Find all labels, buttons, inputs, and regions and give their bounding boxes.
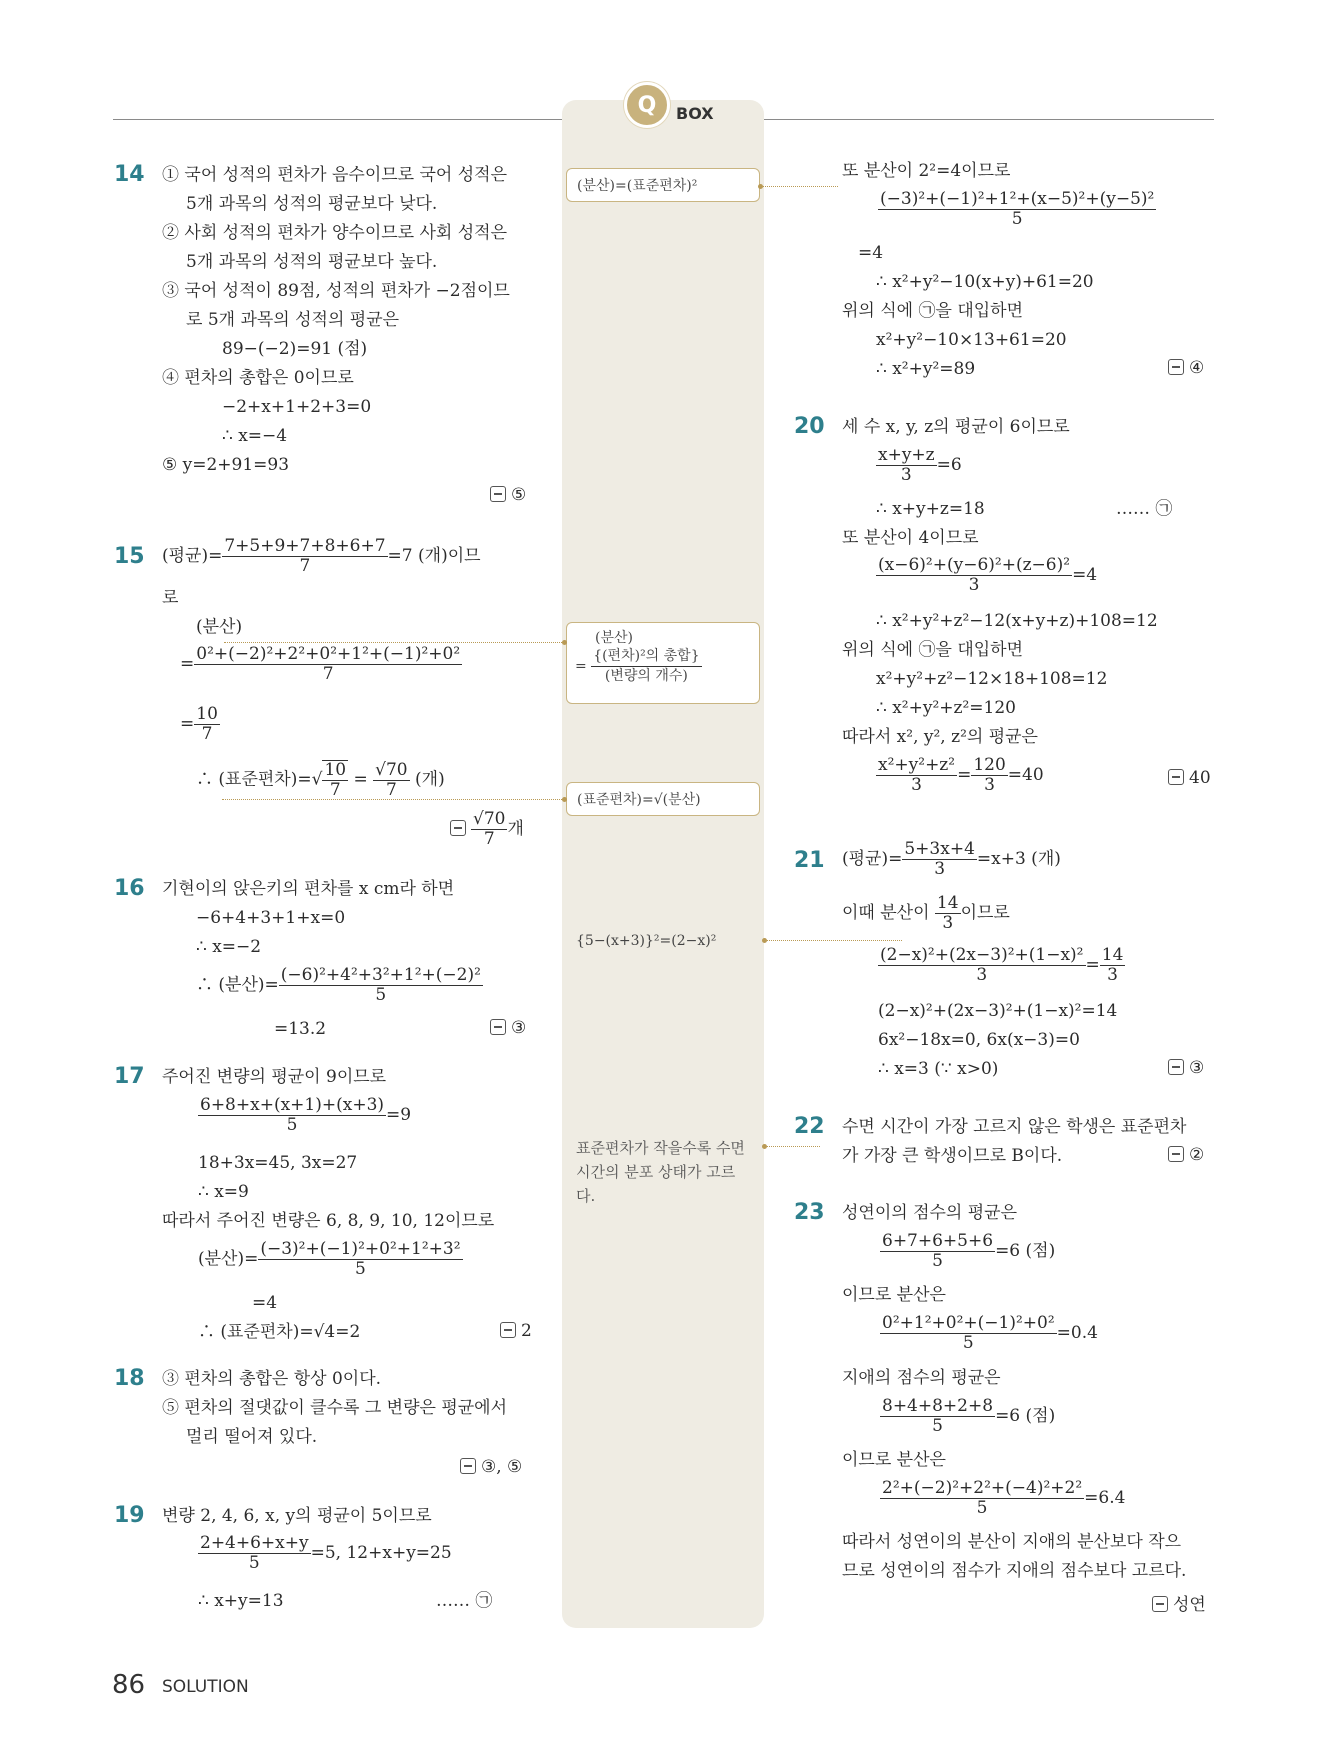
problem-number: 17	[114, 1064, 145, 1089]
answer-mark: ④	[1168, 358, 1204, 378]
solution-line: ∴ x=3 (∵ x>0)	[878, 1059, 999, 1079]
note-leader-dot	[758, 184, 763, 189]
solution-line: ④ 편차의 총합은 0이므로	[162, 368, 354, 388]
solution-line: $\frac{2+4+6+x+y}{5}$ =5, 12+x+y=25	[200, 1533, 452, 1573]
solution-line: =4	[858, 243, 884, 263]
solution-line: $\frac{\text{(x−6)²+(y−6)²+(z−6)²}}{3}$ =4	[878, 555, 1098, 595]
note-leader-dot	[762, 1144, 767, 1149]
solution-line: ∴ x=−4	[222, 426, 288, 446]
solution-line: ① 국어 성적의 편차가 음수이므로 국어 성적은	[162, 165, 508, 185]
solution-line: ∴ (분산)= $\frac{\text{(−6)²+4²+3²+1²+(−2)²}}{5}$	[196, 965, 481, 1005]
solution-line: 또 분산이 2²=4이므로	[842, 161, 1011, 181]
solution-line: $\frac{6+8+x+(x+1)+(x+3)}{5}$ =9	[200, 1095, 412, 1135]
answer-icon	[1168, 1059, 1184, 1075]
solution-line: 따라서 성연이의 분산이 지애의 분산보다 작으	[842, 1532, 1182, 1552]
answer-mark: $\frac{√70}{7}$ 개	[450, 810, 524, 849]
solution-line: 또 분산이 4이므로	[842, 528, 979, 548]
solution-line: 멀리 떨어져 있다.	[186, 1427, 318, 1447]
answer-icon	[490, 486, 506, 502]
answer-icon	[1168, 769, 1184, 785]
solution-line: (분산)	[196, 617, 243, 637]
answer-mark: ③, ⑤	[460, 1457, 522, 1477]
note-leader-dot	[562, 640, 567, 645]
solution-line: ③ 편차의 총합은 항상 0이다.	[162, 1369, 382, 1389]
answer-icon	[1168, 359, 1184, 375]
solution-line: ∴ (표준편차)=√ $\frac{10}{7}$ = $\frac{√70}{7}$ (개)	[196, 759, 445, 800]
solution-line: 이때 분산이 $\frac{14}{3}$ 이므로	[842, 893, 1010, 933]
answer-icon	[1168, 1146, 1184, 1162]
solution-line: (분산)= $\frac{\text{(−3)²+(−1)²+0²+1²+3²}}{5}$	[198, 1239, 461, 1279]
note-square-identity: {5−(x+3)}²=(2−x)²	[576, 933, 717, 949]
solution-line: 성연이의 점수의 평균은	[842, 1203, 1018, 1223]
solution-line: (평균)= $\frac{7+5+9+7+8+6+7}{7}$ =7 (개)이므	[162, 536, 481, 576]
note-variance-label: (분산)	[595, 630, 633, 646]
solution-line: 세 수 x, y, z의 평균이 6이므로	[842, 417, 1070, 437]
answer-mark: 성연	[1152, 1590, 1206, 1615]
solution-line: $\frac{\text{x²+y²+z²}}{3}$ = $\frac{120}{3}$ =40	[878, 755, 1044, 795]
problem-number: 16	[114, 876, 145, 901]
page-number: 86	[112, 1670, 146, 1700]
solution-line: $\frac{\text{(2−x)²+(2x−3)²+(1−x)²}}{3}$ = $\frac{14}{3}$	[880, 945, 1124, 985]
problem-number: 22	[794, 1114, 825, 1139]
answer-icon	[490, 1019, 506, 1035]
answer-mark: ③	[490, 1018, 526, 1038]
solution-line: 므로 성연이의 점수가 지애의 점수보다 고르다.	[842, 1561, 1187, 1581]
solution-line: ∴ (표준편차)=√4=2	[198, 1322, 361, 1342]
problem-number: 23	[794, 1200, 825, 1225]
solution-line: ∴ x+y=13	[198, 1591, 284, 1611]
solution-line: 로 5개 과목의 성적의 평균은	[186, 310, 400, 330]
qbox-q-icon: Q	[624, 82, 670, 128]
solution-line: $\frac{\text{(−3)²+(−1)²+1²+(x−5)²+(y−5)²}}{5}$	[880, 189, 1155, 229]
solution-line: −2+x+1+2+3=0	[222, 397, 372, 417]
solution-line: ∴ x=−2	[196, 937, 262, 957]
note-leader-dot	[562, 797, 567, 802]
note-variance-fraction: $\frac{\text{\{(편차)²의 총합\}}}{\text{(변량의 개수)}}$	[593, 648, 700, 684]
note-variance-formula: (분산) = $\frac{\text{\{(편차)²의 총합\}}}{\text{(변량의 개수)}}$	[566, 622, 760, 704]
footer-label: SOLUTION	[162, 1677, 249, 1697]
equation-tag: …… ㉠	[436, 1591, 493, 1611]
solution-line: ③ 국어 성적이 89점, 성적의 편차가 −2점이므	[162, 281, 510, 301]
qbox-label: BOX	[676, 104, 714, 123]
answer-icon	[460, 1458, 476, 1474]
solution-line: 가 가장 큰 학생이므로 B이다.	[842, 1146, 1063, 1166]
solution-line: = $\frac{\text{0²+(−2)²+2²+0²+1²+(−1)²+0²}}{7}$	[180, 644, 461, 684]
answer-icon	[450, 820, 466, 836]
solution-line: 18+3x=45, 3x=27	[198, 1153, 358, 1173]
solution-line: $\frac{8+4+8+2+8}{5}$ =6 (점)	[882, 1396, 1056, 1436]
solution-line: 이므로 분산은	[842, 1450, 946, 1470]
solution-line: x²+y²+z²−12×18+108=12	[876, 669, 1108, 689]
solution-line: 로	[162, 588, 179, 608]
solution-line: =13.2	[274, 1019, 327, 1039]
solution-line: ⑤ 편차의 절댓값이 클수록 그 변량은 평균에서	[162, 1398, 508, 1418]
solution-line: 이므로 분산은	[842, 1285, 946, 1305]
answer-icon	[500, 1322, 516, 1338]
solution-line: ∴ x=9	[198, 1182, 249, 1202]
solution-line: ⑤ y=2+91=93	[162, 455, 290, 475]
solution-line: −6+4+3+1+x=0	[196, 908, 346, 928]
solution-line: 따라서 주어진 변량은 6, 8, 9, 10, 12이므로	[162, 1211, 495, 1231]
answer-icon	[1152, 1596, 1168, 1612]
solution-line: 수면 시간이 가장 고르지 않은 학생은 표준편차	[842, 1117, 1187, 1137]
solution-line: (2−x)²+(2x−3)²+(1−x)²=14	[878, 1001, 1118, 1021]
solution-line: 5개 과목의 성적의 평균보다 높다.	[186, 252, 438, 272]
solution-line: 5개 과목의 성적의 평균보다 낮다.	[186, 194, 438, 214]
solution-line: ∴ x²+y²=89	[876, 359, 976, 379]
answer-mark: ②	[1168, 1145, 1204, 1165]
solution-line: = $\frac{10}{7}$	[180, 704, 218, 744]
solution-line: ∴ x²+y²−10(x+y)+61=20	[876, 272, 1094, 292]
solution-line: 따라서 x², y², z²의 평균은	[842, 727, 1038, 747]
answer-mark: 2	[500, 1321, 532, 1341]
note-leader	[764, 940, 902, 941]
solution-line: ∴ x²+y²+z²−12(x+y+z)+108=12	[876, 611, 1158, 631]
problem-number: 21	[794, 848, 825, 873]
solution-line: ② 사회 성적의 편차가 양수이므로 사회 성적은	[162, 223, 508, 243]
note-variance-definition: (분산)=(표준편차)²	[566, 168, 760, 202]
solution-line: 위의 식에 ㉠을 대입하면	[842, 640, 1024, 660]
note-stddev-uniformity: 표준편차가 작을수록 수면 시간의 분포 상태가 고르 다.	[576, 1139, 745, 1205]
answer-mark: ③	[1168, 1058, 1204, 1078]
note-leader-dot	[762, 938, 767, 943]
solution-line: (평균)= $\frac{5+3x+4}{3}$ =x+3 (개)	[842, 839, 1061, 879]
solution-line: 지애의 점수의 평균은	[842, 1368, 1001, 1388]
answer-mark: ⑤	[490, 485, 526, 505]
problem-number: 15	[114, 544, 145, 569]
solution-line: 6x²−18x=0, 6x(x−3)=0	[878, 1030, 1080, 1050]
solution-line: $\frac{x+y+z}{3}$ =6	[878, 445, 962, 485]
solution-line: ∴ x+y+z=18	[876, 499, 985, 519]
solution-line: 변량 2, 4, 6, x, y의 평균이 5이므로	[162, 1506, 432, 1526]
solution-line: $\frac{\text{0²+1²+0²+(−1)²+0²}}{5}$ =0.4	[882, 1313, 1098, 1353]
solution-line: 89−(−2)=91 (점)	[222, 339, 368, 359]
solution-line: x²+y²−10×13+61=20	[876, 330, 1067, 350]
solution-line: $\frac{\text{2²+(−2)²+2²+(−4)²+2²}}{5}$ =6.4	[882, 1478, 1126, 1518]
problem-number: 14	[114, 162, 145, 187]
qbox-column	[562, 100, 764, 1628]
solution-line: $\frac{6+7+6+5+6}{5}$ =6 (점)	[882, 1231, 1056, 1271]
solution-line: ∴ x²+y²+z²=120	[876, 698, 1016, 718]
answer-mark: 40	[1168, 768, 1211, 788]
note-leader	[224, 642, 566, 643]
problem-number: 18	[114, 1366, 145, 1391]
note-leader	[760, 186, 838, 187]
note-leader	[764, 1146, 820, 1147]
problem-number: 20	[794, 414, 825, 439]
solution-line: 위의 식에 ㉠을 대입하면	[842, 301, 1024, 321]
solution-line: 주어진 변량의 평균이 9이므로	[162, 1067, 387, 1087]
note-stddev-definition: (표준편차)=√(분산)	[566, 782, 760, 816]
problem-number: 19	[114, 1503, 145, 1528]
solution-line: =4	[252, 1293, 278, 1313]
equation-tag: …… ㉠	[1116, 499, 1173, 519]
solution-line: 기현이의 앉은키의 편차를 x cm라 하면	[162, 879, 455, 899]
